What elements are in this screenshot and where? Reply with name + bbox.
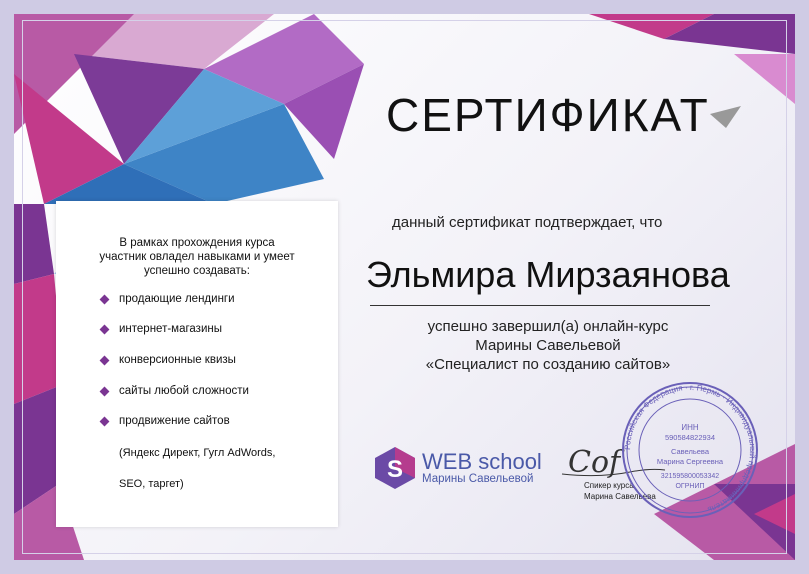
course-title-line: «Специалист по созданию сайтов»	[425, 356, 671, 373]
seal-inn-label: ИНН	[681, 423, 699, 432]
signer-caption: Спикер курса Марина Савельева	[584, 481, 656, 501]
skills-heading: В рамках прохождения курса участник овладел навыками и умеет успешно создавать:	[99, 237, 295, 277]
diamond-bullet-icon	[100, 417, 110, 427]
promotion-channels: (Яндекс Директ, Гугл AdWords,	[119, 447, 276, 459]
skill-item: конверсионные квизы	[119, 354, 236, 366]
signature-scribble: Cof	[568, 445, 621, 480]
course-description	[370, 317, 726, 374]
skill-item: продающие лендинги	[119, 293, 235, 305]
logo-wordmark: WEB school	[422, 449, 542, 474]
course-line: успешно завершил(а) онлайн-курс	[427, 318, 669, 335]
seal-inn: 590584822934	[664, 433, 716, 442]
seal-name: Савельева	[670, 447, 710, 456]
seal-name-full: Марина Сергеевна	[656, 457, 724, 466]
seal-outer-text: Российская Федерация · г. Пермь · Индивидуальный предприниматель	[622, 382, 758, 515]
logo-subtitle: Марины Савельевой	[422, 473, 534, 485]
diamond-bullet-icon	[100, 387, 110, 397]
name-underline	[370, 305, 710, 306]
diamond-bullet-icon	[100, 325, 110, 335]
promotion-channels-continued: SEO, таргет)	[119, 478, 184, 490]
web-school-logo-icon	[374, 446, 416, 490]
diamond-bullet-icon	[100, 356, 110, 366]
confirmation-text: данный сертификат подтверждает, что	[392, 214, 663, 231]
seal-ogrnip: 321595800053342	[660, 473, 720, 480]
logo-letter: S	[386, 456, 404, 483]
skill-item: продвижение сайтов	[119, 415, 230, 427]
skill-item: сайты любой сложности	[119, 385, 249, 397]
diamond-bullet-icon	[100, 295, 110, 305]
seal-ogrnip-label: ОГРНИП	[675, 483, 705, 490]
course-author-line: Марины Савельевой	[475, 337, 621, 354]
skill-item: интернет-магазины	[119, 323, 222, 335]
skills-panel	[56, 201, 338, 527]
certificate-title: СЕРТИФИКАТ	[386, 89, 710, 141]
official-seal	[620, 380, 760, 520]
recipient-name: Эльмира Мирзаянова	[366, 254, 730, 295]
